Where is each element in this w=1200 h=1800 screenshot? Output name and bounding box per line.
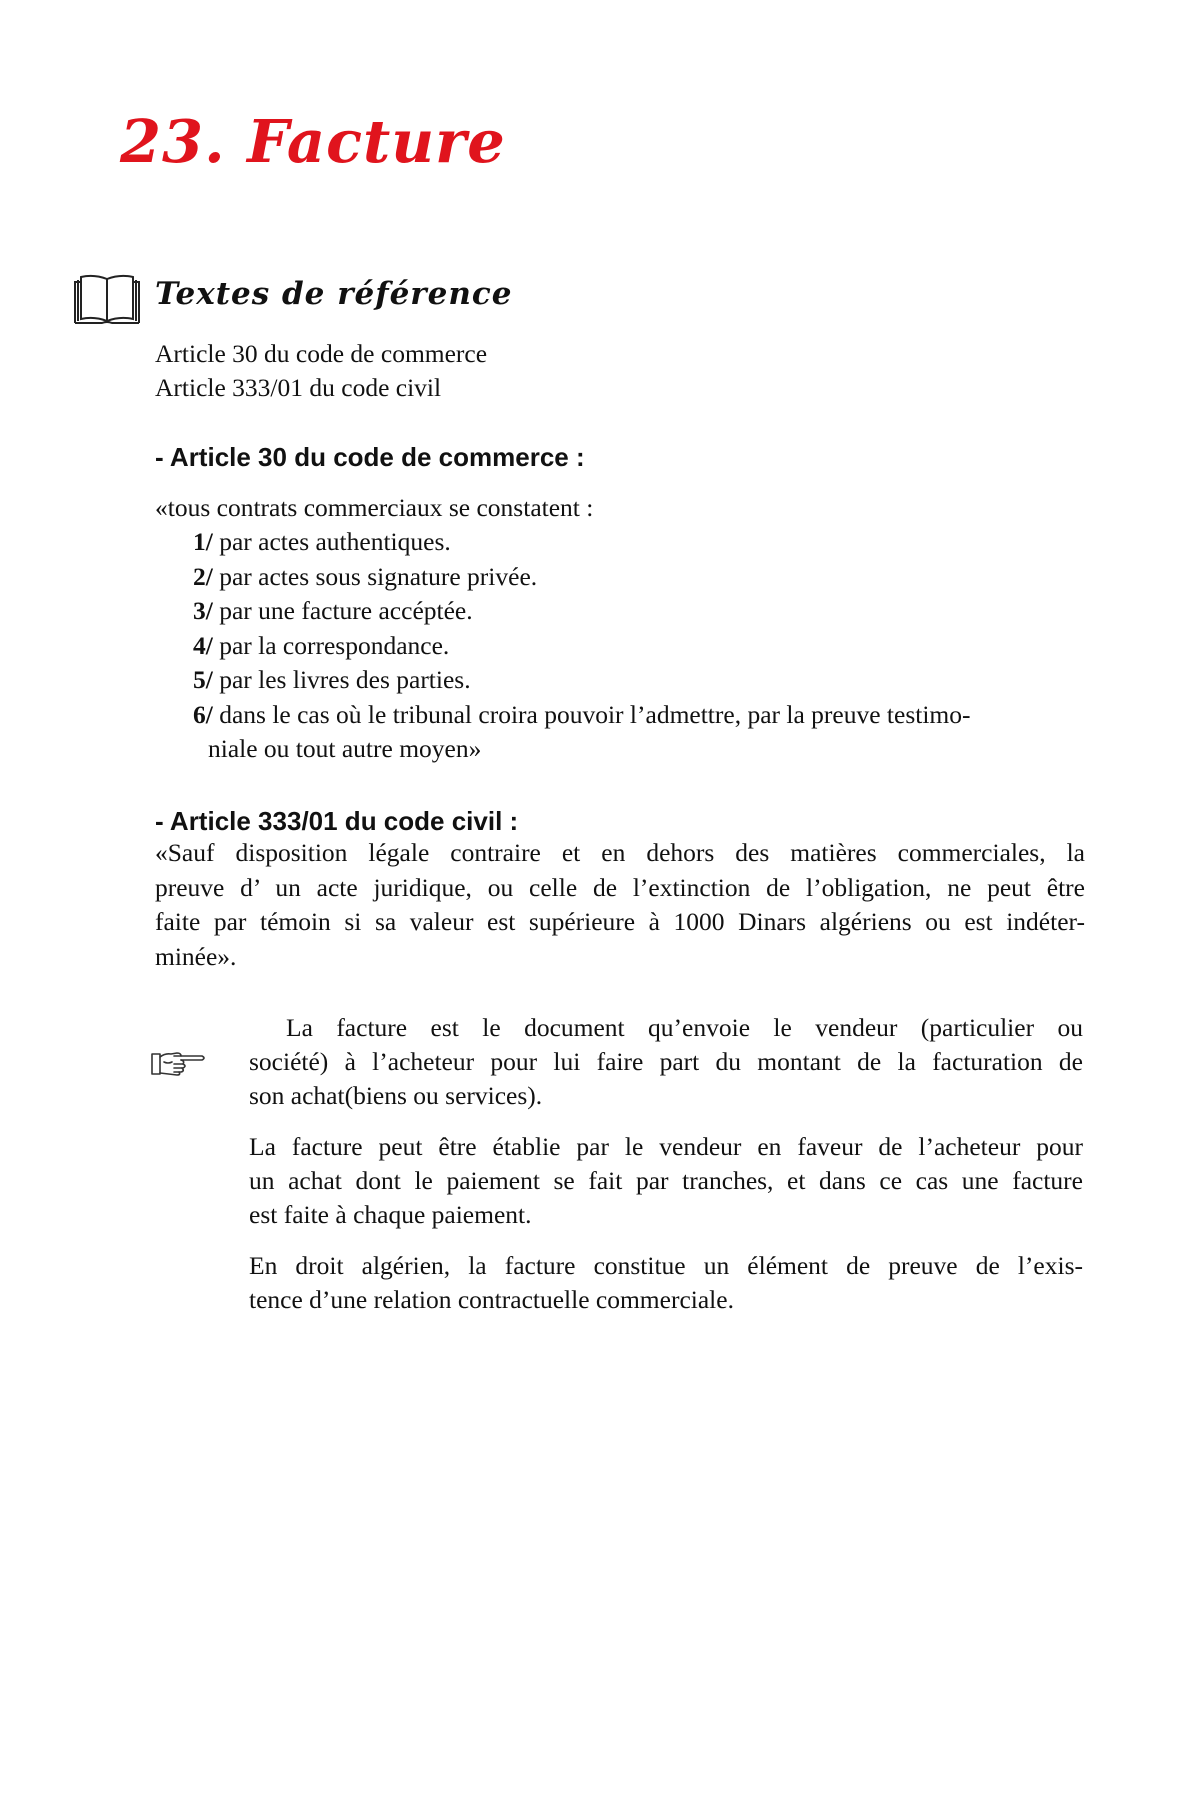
list-item-text: par une facture accéptée. bbox=[219, 596, 473, 625]
remark-paragraph bbox=[249, 1130, 1083, 1232]
article-civil-heading: - Article 333/01 du code civil : bbox=[155, 806, 519, 836]
article-commerce-list bbox=[193, 525, 1083, 767]
list-item-number: 5/ bbox=[193, 665, 213, 694]
list-item bbox=[193, 629, 1083, 664]
list-item bbox=[193, 560, 1083, 595]
list-item-text: par les livres des parties. bbox=[219, 665, 471, 694]
list-item-text: par la correspondance. bbox=[219, 630, 450, 660]
quote-line: faite par témoin si sa valeur est supérieure à 1000 Dinars algériens ou est indéter- bbox=[155, 907, 1085, 936]
list-item-number: 3/ bbox=[193, 596, 213, 625]
quote-line: minée». bbox=[155, 941, 237, 971]
article-civil-quote bbox=[155, 836, 1085, 974]
paragraph-line: est faite à chaque paiement. bbox=[249, 1200, 532, 1229]
pointing-hand-icon bbox=[150, 1049, 208, 1077]
open-book-icon bbox=[72, 274, 142, 326]
list-item-number: 1/ bbox=[193, 527, 213, 556]
paragraph-line: La facture est le document qu’envoie le vendeur (particulier ou bbox=[286, 1013, 1083, 1042]
list-item-number: 2/ bbox=[193, 561, 213, 591]
article-commerce-heading: - Article 30 du code de commerce : bbox=[155, 442, 585, 472]
chapter-title: 23. Facture bbox=[120, 107, 506, 176]
list-item bbox=[193, 698, 1083, 733]
quote-line: preuve d’ un acte juridique, ou celle de l’extinction de l’obligation, ne peut être bbox=[155, 872, 1085, 902]
remark-paragraph bbox=[249, 1249, 1083, 1317]
paragraph-line: un achat dont le paiement se fait par tranches, et dans ce cas une facture bbox=[249, 1166, 1083, 1195]
reference-item: Article 333/01 du code civil bbox=[155, 373, 442, 402]
paragraph-line: tence d’une relation contractuelle commerciale. bbox=[249, 1285, 734, 1314]
paragraph-line: La facture peut être établie par le vendeur en faveur de l’acheteur pour bbox=[249, 1132, 1083, 1161]
list-item-text: par actes authentiques. bbox=[219, 527, 451, 556]
section-title: Textes de référence bbox=[155, 276, 513, 312]
list-item-text: dans le cas où le tribunal croira pouvoir l’admettre, par la preuve testimo- bbox=[219, 699, 971, 729]
list-item bbox=[193, 594, 1083, 629]
list-item-continuation: niale ou tout autre moyen» bbox=[208, 734, 482, 763]
list-item-number: 6/ bbox=[193, 699, 213, 729]
remark-paragraph bbox=[249, 1011, 1083, 1113]
paragraph-line: société) à l’acheteur pour lui faire part du montant de la facturation de bbox=[249, 1047, 1083, 1076]
quote-line: «Sauf disposition légale contraire et en dehors des matières commerciales, la bbox=[155, 838, 1085, 867]
list-item bbox=[193, 663, 1083, 698]
paragraph-line: son achat(biens ou services). bbox=[249, 1081, 543, 1110]
reference-list bbox=[155, 337, 487, 405]
paragraph-line: En droit algérien, la facture constitue un élément de preuve de l’exis- bbox=[249, 1251, 1083, 1280]
article-commerce-intro: «tous contrats commerciaux se constatent : bbox=[155, 493, 594, 522]
reference-item: Article 30 du code de commerce bbox=[155, 339, 488, 368]
list-item bbox=[193, 525, 1083, 560]
list-item-text: par actes sous signature privée. bbox=[219, 561, 538, 591]
list-item-number: 4/ bbox=[193, 630, 213, 660]
